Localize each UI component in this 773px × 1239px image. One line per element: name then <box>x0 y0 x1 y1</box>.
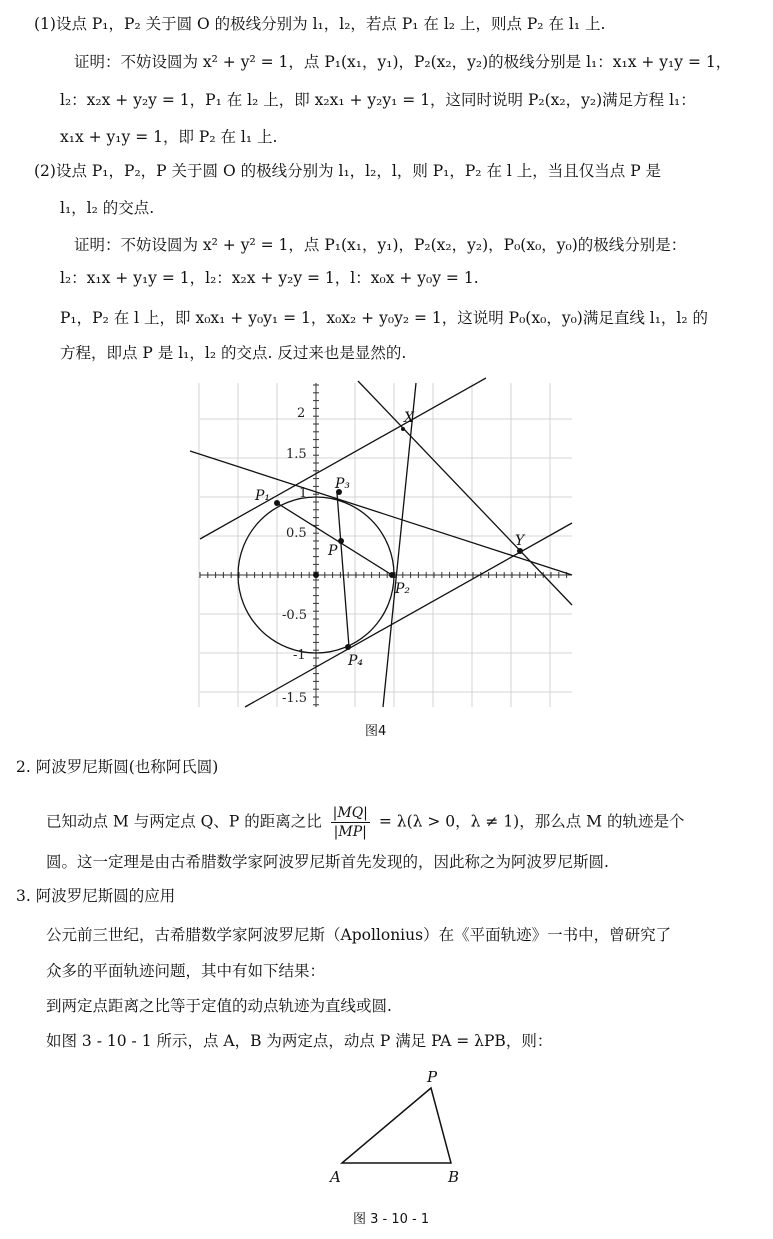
figure4-axis-ticks <box>200 385 567 705</box>
chord-P3-P4 <box>337 493 349 647</box>
item2-proof-line4: 方程，即点 P 是 l₁，l₂ 的交点. 反过来也是显然的. <box>60 344 407 362</box>
tick-label-0.5: 0.5 <box>286 526 307 541</box>
tick-label-neg0.5: -0.5 <box>282 608 308 623</box>
tick-label-neg1.5: -1.5 <box>282 691 308 706</box>
fraction-numerator: |MQ| <box>332 805 368 821</box>
figure4-tick-labels <box>282 406 307 706</box>
section2-text-b: = λ(λ > 0，λ ≠ 1)，那么点 M 的轨迹是个 <box>378 812 685 831</box>
point-P1 <box>274 500 280 506</box>
label-P1: P₁ <box>255 488 271 504</box>
section2-definition-line2: 圆。这一定理是由古希腊数学家阿波罗尼斯首先发现的，因此称之为阿波罗尼斯圆. <box>46 853 609 871</box>
figure3101-caption: 图 3 - 10 - 1 <box>353 1212 430 1227</box>
tick-label-neg1: -1 <box>293 648 306 663</box>
triangle-figure <box>320 1060 480 1190</box>
label-B: B <box>448 1168 460 1186</box>
section3-line1: 公元前三世纪，古希腊数学家阿波罗尼斯（Apollonius）在《平面轨迹》一书中，曾研究了 <box>46 926 672 944</box>
polar-lines-figure <box>180 375 580 710</box>
item1-proof-line2: l₂：x₂x + y₂y = 1，P₁ 在 l₂ 上，即 x₂x₁ + y₂y₁ = 1，这同时说明 P₂(x₂，y₂)满足方程 l₁： <box>60 91 696 109</box>
item2-proof-line1: 证明：不妨设圆为 x² + y² = 1，点 P₁(x₁，y₁)，P₂(x₂，y₂)，P₀(x₀，y₀)的极线分别是： <box>74 236 687 254</box>
line-through-X-Y <box>358 381 572 605</box>
section3-line2: 众多的平面轨迹问题，其中有如下结果： <box>46 962 326 980</box>
item2-statement-cont: l₁，l₂ 的交点. <box>60 199 155 217</box>
section3-line3: 到两定点距离之比等于定值的动点轨迹为直线或圆. <box>46 997 392 1015</box>
point-P4 <box>345 644 351 650</box>
section2-definition-line1 <box>46 804 684 841</box>
label-X: X <box>404 410 414 426</box>
label-P3: P₃ <box>335 476 351 492</box>
point-P2 <box>389 572 395 578</box>
fraction-denominator: |MP| <box>333 824 367 840</box>
item1-proof-line1: 证明：不妨设圆为 x² + y² = 1，点 P₁(x₁，y₁)，P₂(x₂，y₂)的极线分别是 l₁：x₁x + y₁y = 1， <box>74 53 732 71</box>
section2-heading: 2. 阿波罗尼斯圆(也称阿氏圆) <box>16 758 219 776</box>
label-Y: Y <box>515 533 525 549</box>
section3-line4: 如图 3 - 10 - 1 所示，点 A，B 为两定点，动点 P 满足 PA = λPB，则： <box>46 1032 553 1050</box>
item1-statement: (1)设点 P₁，P₂ 关于圆 O 的极线分别为 l₁，l₂，若点 P₁ 在 l₂ 上，则点 P₂ 在 l₁ 上. <box>34 15 606 33</box>
distance-ratio-fraction <box>331 804 370 841</box>
tick-label-2: 2 <box>297 406 306 421</box>
label-P2: P₂ <box>395 581 411 597</box>
label-P4: P₄ <box>348 653 364 669</box>
point-O <box>313 572 319 578</box>
item2-statement: (2)设点 P₁，P₂，P 关于圆 O 的极线分别为 l₁，l₂，l，则 P₁，P₂ 在 l 上，当且仅当点 P 是 <box>34 162 662 180</box>
tick-label-1: 1 <box>299 486 308 501</box>
figure4-caption: 图4 <box>365 724 387 739</box>
point-P <box>338 538 344 544</box>
item2-proof-line3: P₁，P₂ 在 l 上，即 x₀x₁ + y₀y₁ = 1，x₀x₂ + y₀y₂ = 1，这说明 P₀(x₀，y₀)满足直线 l₁，l₂ 的 <box>60 309 709 327</box>
triangle-PAB <box>342 1088 451 1163</box>
section2-text-a: 已知动点 M 与两定点 Q、P 的距离之比 <box>46 812 322 831</box>
tangent-line-upper <box>200 378 486 539</box>
tick-label-1.5: 1.5 <box>286 447 307 462</box>
label-P: P <box>427 1068 438 1086</box>
label-A: A <box>330 1168 341 1186</box>
point-X <box>401 427 405 431</box>
item2-proof-line2: l₂：x₁x + y₁y = 1，l₂：x₂x + y₂y = 1，l：x₀x + y₀y = 1. <box>60 269 479 287</box>
item1-proof-line3: x₁x + y₁y = 1，即 P₂ 在 l₁ 上. <box>60 128 278 146</box>
section3-heading: 3. 阿波罗尼斯圆的应用 <box>16 887 176 905</box>
label-P: P <box>328 543 338 559</box>
